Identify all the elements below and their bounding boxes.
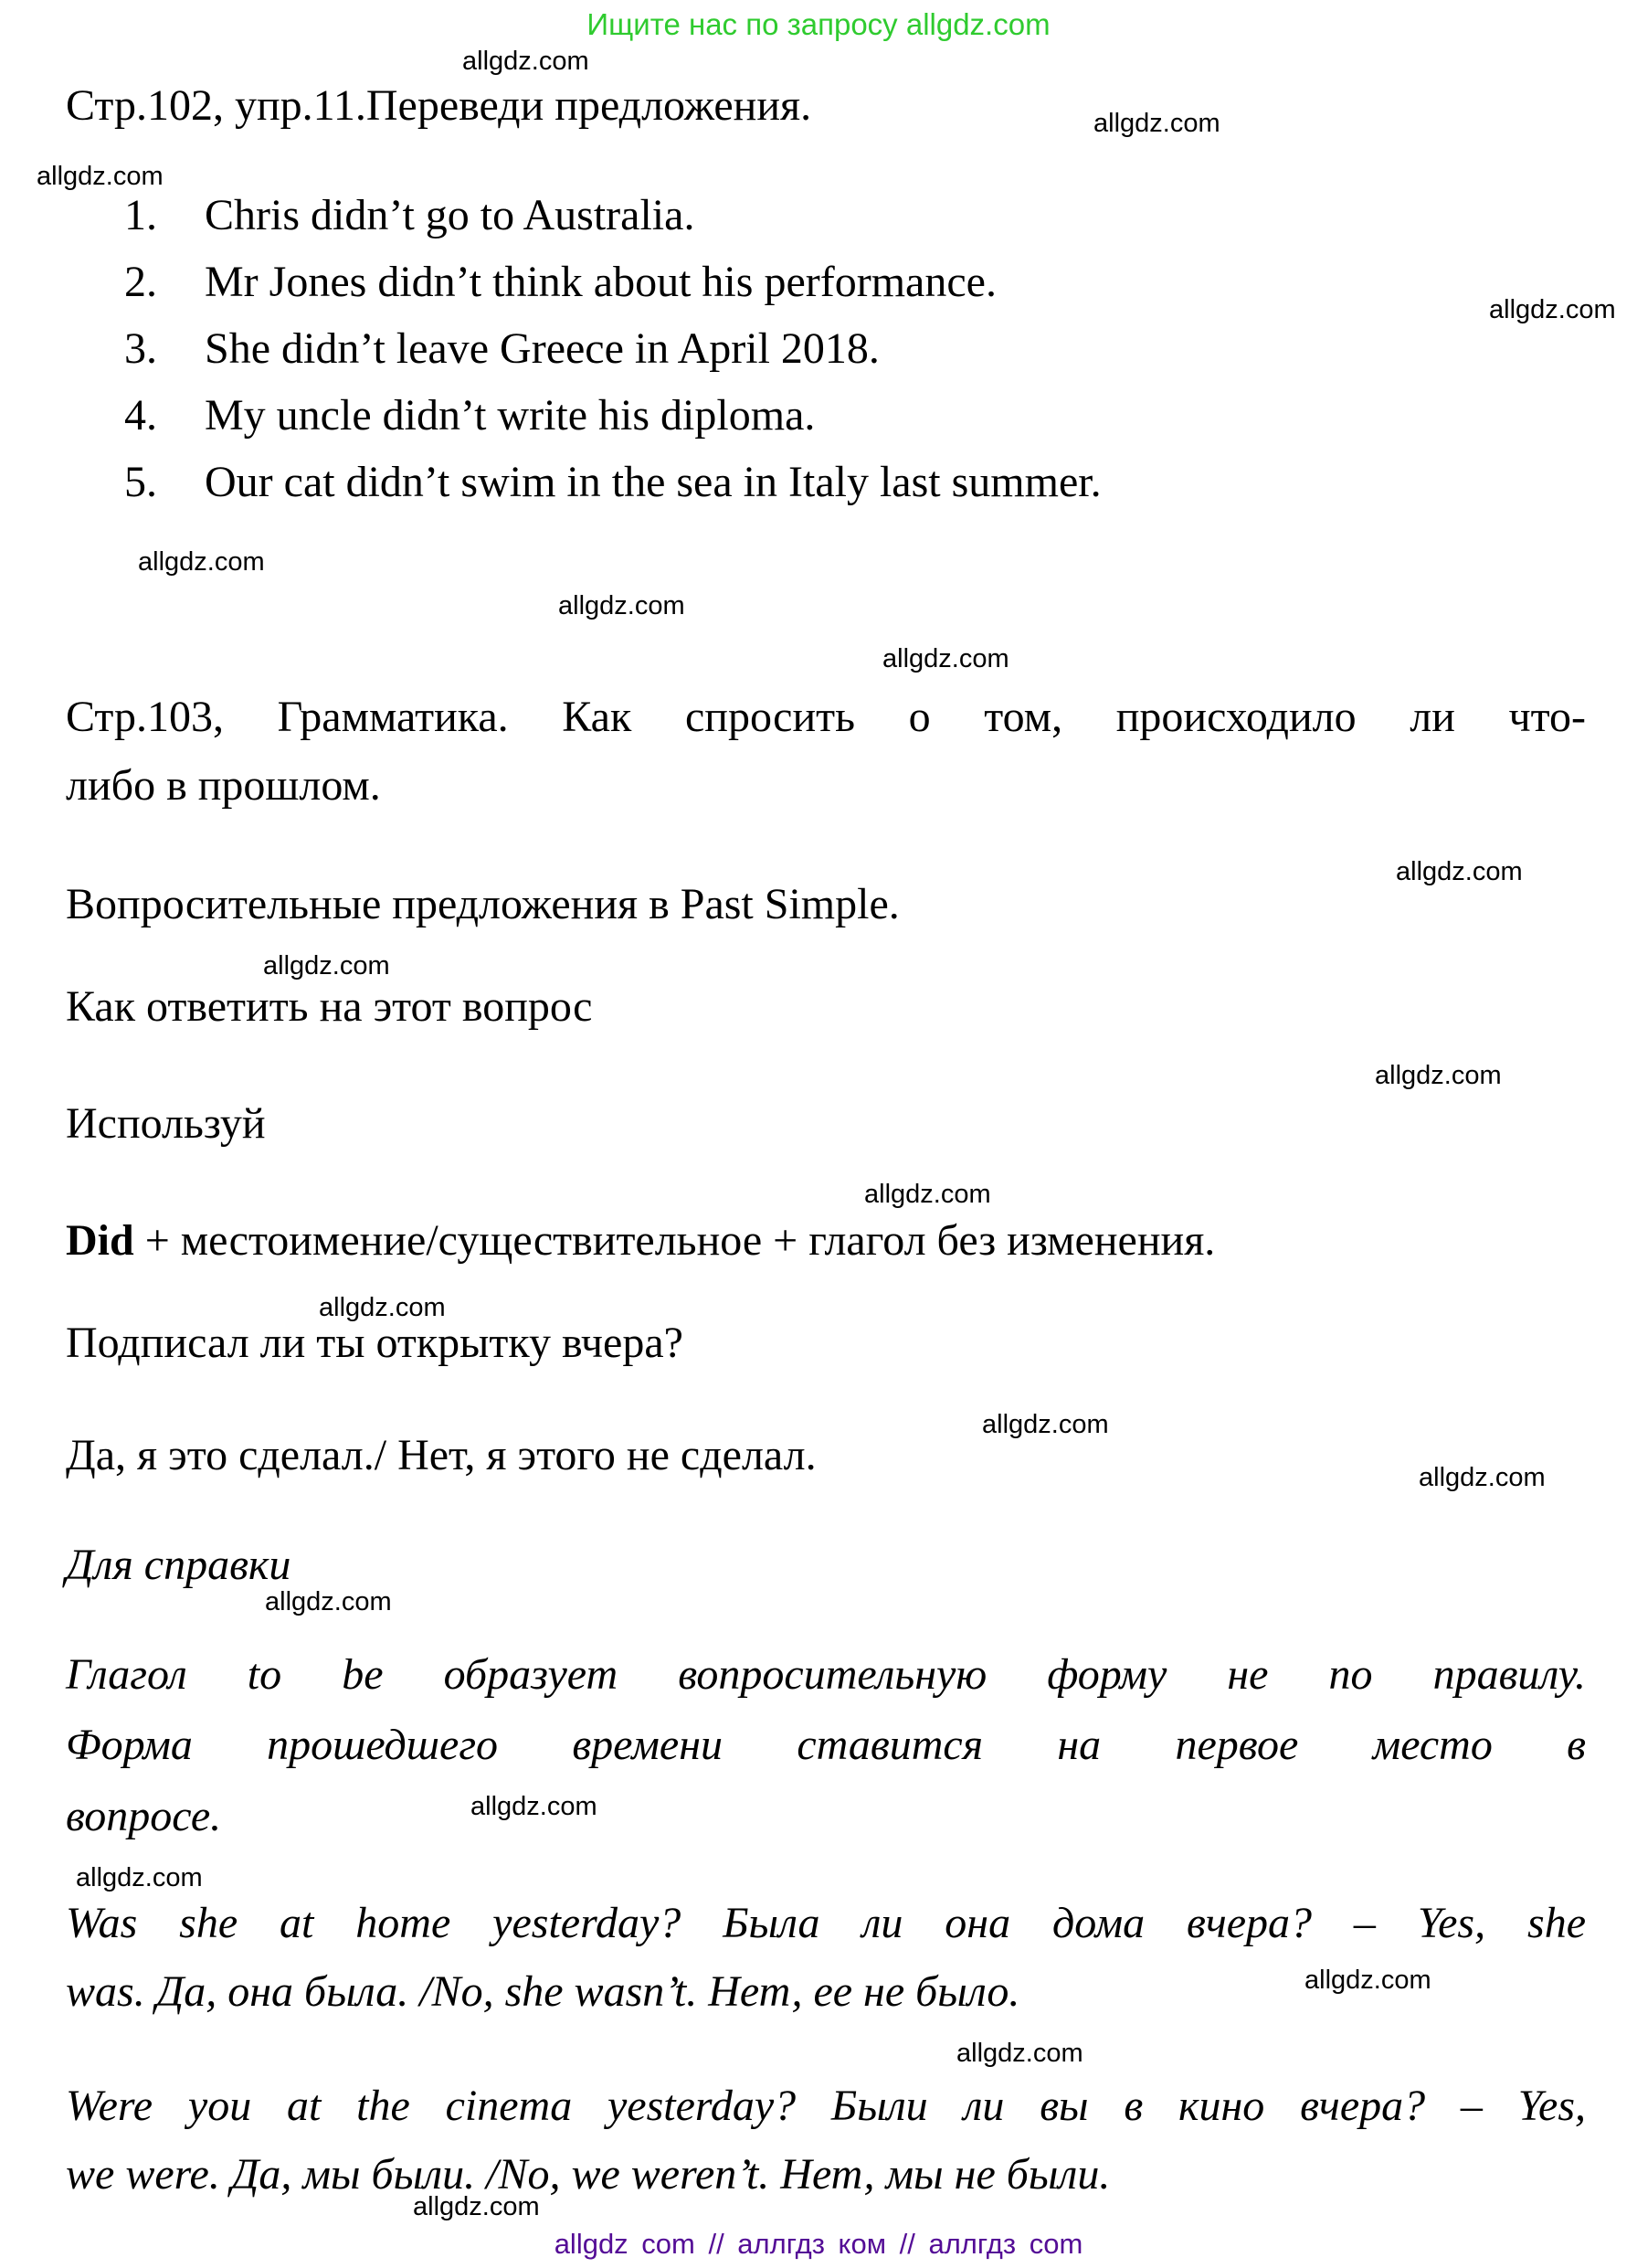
use-label-line: Используй <box>66 1099 266 1148</box>
grammar-heading-line2: либо в прошлом. <box>66 761 381 810</box>
watermark-text: allgdz.com <box>864 1180 991 1209</box>
note-line1: Глагол to be образует вопросительную форму не по правилу. <box>66 1650 1586 1699</box>
watermark-text: allgdz.com <box>956 2039 1083 2068</box>
exercise-title: Стр.102, упр.11.Переведи предложения. <box>66 81 812 130</box>
formula-did: Did <box>66 1216 134 1265</box>
exercise-item <box>124 249 1494 315</box>
note-line2: Форма прошедшего времени ставится на первое место в <box>66 1721 1586 1769</box>
watermark-text: allgdz.com <box>319 1293 446 1322</box>
watermark-text: allgdz.com <box>263 951 390 980</box>
formula-line <box>66 1215 1586 1266</box>
exercise-list <box>124 182 1494 515</box>
watermark-text: allgdz.com <box>982 1410 1109 1439</box>
example-answer-line: Да, я это сделал./ Нет, я этого не сделал. <box>66 1431 817 1479</box>
watermark-text: allgdz.com <box>1396 857 1523 886</box>
watermark-text: allgdz.com <box>1093 109 1220 138</box>
watermark-text: allgdz.com <box>1489 295 1616 324</box>
formula-rest: + местоимение/существительное + глагол без изменения. <box>133 1216 1216 1265</box>
watermark-text: allgdz.com <box>265 1587 392 1616</box>
search-promo-header: Ищите нас по запросу allgdz.com <box>586 7 1051 41</box>
note-line3: вопросе. <box>66 1792 222 1840</box>
exercise-item-number: 2. <box>124 258 157 306</box>
exercise-item <box>124 449 1494 515</box>
watermark-text: allgdz.com <box>558 591 685 620</box>
exercise-item-number: 4. <box>124 391 157 440</box>
example2-line1: Were you at the cinema yesterday? Были ли вы в кино вчера? – Yes, <box>66 2082 1586 2130</box>
example1-line2: was. Да, она была. /No, she wasn’t. Нет, ее не было. <box>66 1967 1020 2016</box>
watermark-text: allgdz.com <box>37 162 164 191</box>
example-question-line: Подписал ли ты открытку вчера? <box>66 1319 683 1367</box>
how-to-answer-line: Как ответить на этот вопрос <box>66 982 593 1031</box>
exercise-item-number: 3. <box>124 324 157 373</box>
example2-line2: we were. Да, мы были. /No, we weren’t. Нет, мы не были. <box>66 2150 1111 2199</box>
purple-footer: allgdz com // аллгдз ком // аллгдз com <box>554 2228 1083 2260</box>
exercise-item-number: 5. <box>124 458 157 506</box>
exercise-item-text: My uncle didn’t write his diploma. <box>205 391 816 440</box>
exercise-item-number: 1. <box>124 191 157 239</box>
exercise-item-text: She didn’t leave Greece in April 2018. <box>205 324 880 373</box>
grammar-subtitle: Вопросительные предложения в Past Simple. <box>66 880 900 928</box>
exercise-item <box>124 382 1494 449</box>
watermark-text: allgdz.com <box>470 1792 597 1821</box>
watermark-text: allgdz.com <box>882 644 1009 673</box>
watermark-text: allgdz.com <box>1375 1061 1502 1090</box>
exercise-item-text: Our cat didn’t swim in the sea in Italy last summer. <box>205 458 1102 506</box>
grammar-heading-line1: Стр.103, Грамматика. Как спросить о том, происходило ли что- <box>66 693 1586 741</box>
watermark-text: allgdz.com <box>1304 1966 1431 1995</box>
exercise-item-text: Mr Jones didn’t think about his performance. <box>205 258 997 306</box>
watermark-text: allgdz.com <box>76 1863 203 1892</box>
watermark-text: allgdz.com <box>413 2192 540 2221</box>
watermark-text: allgdz.com <box>138 547 265 577</box>
exercise-item <box>124 315 1494 382</box>
exercise-item-text: Chris didn’t go to Australia. <box>205 191 695 239</box>
watermark-text: allgdz.com <box>462 47 589 76</box>
example1-line1: Was she at home yesterday? Была ли она дома вчера? – Yes, she <box>66 1899 1586 1947</box>
reference-label: Для справки <box>66 1541 291 1589</box>
watermark-text: allgdz.com <box>1419 1463 1546 1492</box>
exercise-item <box>124 182 1494 249</box>
